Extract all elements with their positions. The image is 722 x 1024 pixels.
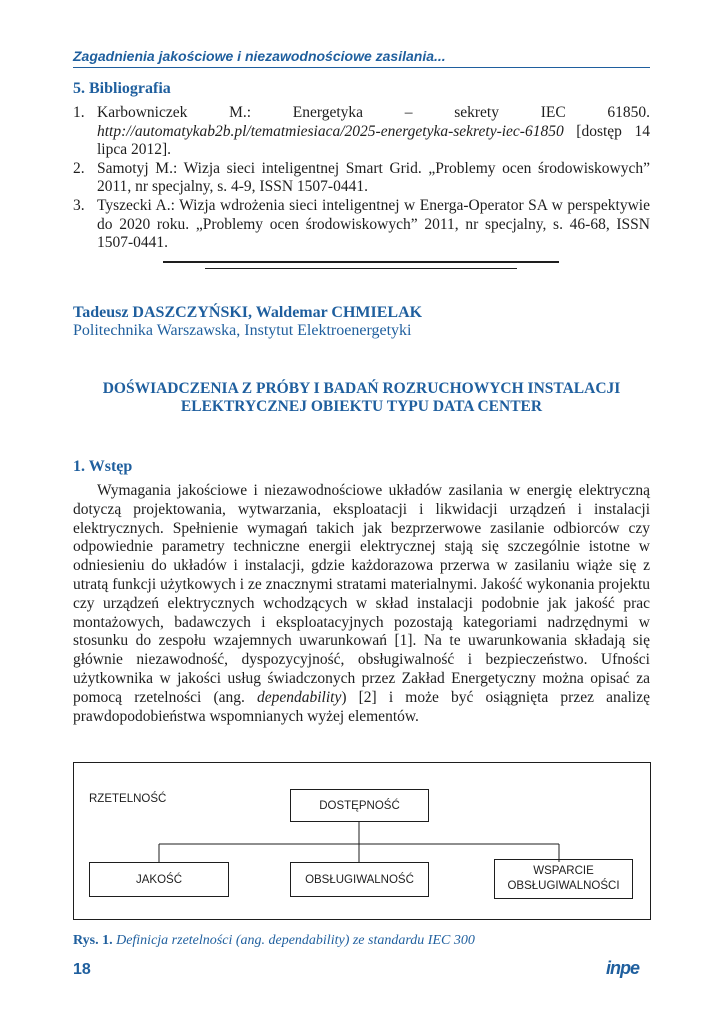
bibliography-url-link[interactable]: http://automatykab2b.pl/tematmiesiaca/2025-energetyka-sekrety-iec-61850 [97,122,564,140]
article-authors: Tadeusz DASZCZYŃSKI, Waldemar CHMIELAK [73,304,423,321]
running-header: Zagadnienia jakościowe i niezawodnościowe zasilania... [73,48,446,64]
bibliography-list [73,104,650,253]
bibliography-item [73,197,650,253]
figure-caption [73,933,475,949]
bibliography-item-text: Karbowniczek M.: Energetyka – sekrety IEC 61850. [97,104,650,121]
bibliography-item-text: Samotyj M.: Wizja sieci inteligentnej Smart Grid. „Problemy ocen środowiskowych” 2011, nr specjalny, s. 4-9, ISSN 1507-0441. [97,159,650,196]
figure-caption-label: Rys. 1. [73,933,113,948]
article-title-line: ELEKTRYCZNEJ OBIEKTU TYPU DATA CENTER [180,398,543,415]
paragraph-text: Wymagania jakościowe i niezawodnościowe układów zasilania w energię elektryczną dotyczą projektowania, wytwarzania, eksploatacji i likwidacji urządzeń i instalacji elektrycznych. Spełnienie wymagań takich jak bezprzerwowe zasilanie odbiorców czy odpowiednie parametry techniczne energii elektrycznej stają się szczególnie istotne w odniesieniu do układów i instalacji, gdzie każdorazowa przerwa w zasilaniu wiąże się z utratą funkcji użytkowych i ze znacznymi stratami materialnymi. Jakość wykonania projektu czy urządzeń elektrycznych wchodzących w skład instalacji podobnie jak jakość prac montażowych, badawczych i eksploatacyjnych pozostają kategoriami nadrzędnymi w stosunku do zespołu wzajemnych uwarunkowań [1]. Na te uwarunkowania składają się głównie niezawodność, dyspozycyjność, obsługiwalność i bezpieczeństwo. Ufności użytkownika w jakości usług świadczonych przez Zakład Energetyczny można opisać za pomocą rzetelności (ang. [73,482,650,706]
diagram-box-availability: DOSTĘPNOŚĆ [290,789,429,822]
page-number: 18 [73,961,91,978]
paragraph-text: ) [2] i może być osiągnięta przez analizę prawdopodobieństwa wspomnianych wyżej elementów. [73,688,650,725]
bibliography-item [73,104,650,160]
diagram-box-maintenance-support: WSPARCIE OBSŁUGIWALNOŚCI [494,859,633,899]
bibliography-item-number: 1. [73,104,85,121]
figure-frame-label: RZETELNOŚĆ [89,793,167,805]
header-rule [73,67,650,68]
publisher-logo: inpe [606,958,640,978]
article-title [73,380,650,416]
article-title-line: DOŚWIADCZENIA Z PRÓBY I BADAŃ ROZRUCHOWYCH INSTALACJI [102,380,621,397]
figure-caption-text: Definicja rzetelności (ang. dependability) ze standardu IEC 300 [112,933,475,948]
bibliography-item-number: 2. [73,159,85,177]
diagram-box-quality: JAKOŚĆ [89,862,229,897]
diagram-box-maintainability: OBSŁUGIWALNOŚĆ [290,862,429,897]
bibliography-item-text: Tyszecki A.: Wizja wdrożenia sieci inteligentnej w Energa-Operator SA w perspektywie do 2020 roku. „Problemy ocen środowiskowych” 2011, nr specjalny, s. 46-68, ISSN 1507-0441. [97,196,650,252]
bibliography-heading: 5. Bibliografia [73,80,171,97]
paragraph-italic-term: dependability [256,688,342,706]
separator-rule-thin [205,268,517,269]
section-heading: 1. Wstęp [73,458,133,475]
bibliography-item [73,160,650,197]
intro-paragraph [73,482,650,726]
article-affiliation: Politechnika Warszawska, Instytut Elektroenergetyki [73,322,412,339]
separator-rule-thick [163,261,559,263]
bibliography-item-number: 3. [73,196,85,214]
bibliography-item-access-date: [dostęp 14 lipca 2012]. [97,122,650,159]
